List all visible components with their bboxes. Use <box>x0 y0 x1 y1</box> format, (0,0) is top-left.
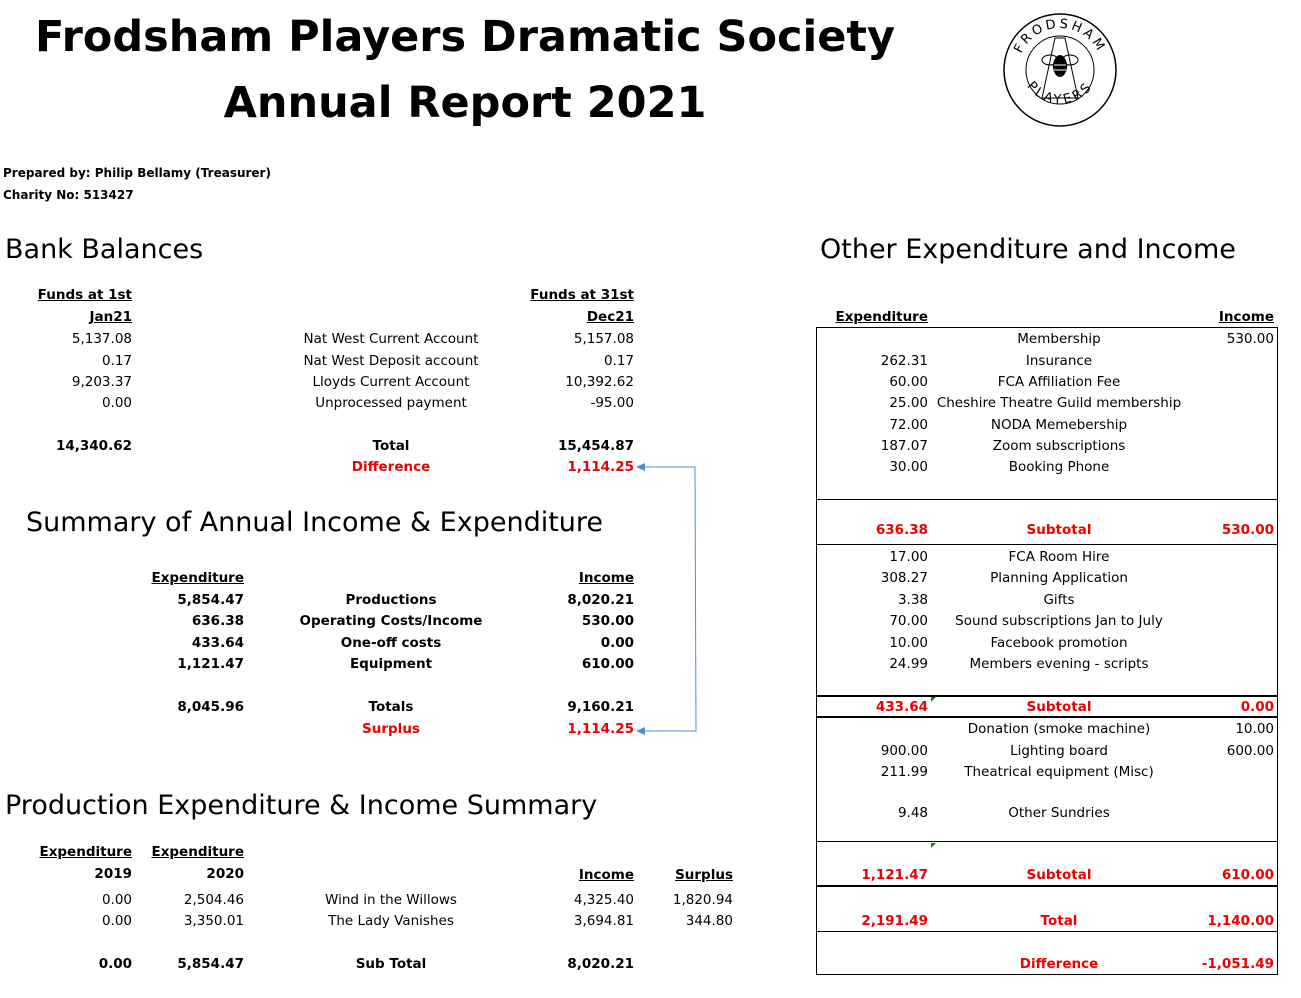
production-surplus: 1,820.94 <box>672 892 733 908</box>
other-exp-value: 70.00 <box>889 613 928 629</box>
bank-start-value: 0.17 <box>101 353 132 369</box>
summary-heading: Summary of Annual Income & Expenditure <box>26 507 604 538</box>
divider <box>816 716 1278 718</box>
other-subtotal3-exp: 1,121.47 <box>861 867 928 883</box>
other-exp-value: 60.00 <box>889 374 928 390</box>
production-subtotal-2019: 0.00 <box>98 956 132 972</box>
other-item-label: FCA Affiliation Fee <box>997 374 1121 390</box>
other-exp-value: 25.00 <box>889 395 928 411</box>
summary-row-label: One-off costs <box>340 635 442 651</box>
other-exp-value: 10.00 <box>889 635 928 651</box>
divider <box>816 931 1278 932</box>
other-exp-value: 17.00 <box>889 549 928 565</box>
divider <box>816 327 1278 328</box>
other-subtotal1-exp: 636.38 <box>875 522 928 538</box>
production-exp-header-2019: Expenditure <box>39 844 132 860</box>
other-total-label: Total <box>1040 913 1078 929</box>
other-subtotal3-label: Subtotal <box>1026 867 1092 883</box>
summary-inc-value: 8,020.21 <box>567 592 634 608</box>
production-surplus-header: Surplus <box>675 867 733 883</box>
charity-number: Charity No: 513427 <box>3 188 134 202</box>
bank-col1-header2: Jan21 <box>89 309 132 325</box>
other-subtotal1-label: Subtotal <box>1026 522 1092 538</box>
summary-exp-value: 5,854.47 <box>177 592 244 608</box>
other-inc-value: 10.00 <box>1235 721 1274 737</box>
other-item-label: Lighting board <box>1010 743 1108 759</box>
other-exp-value: 24.99 <box>889 656 928 672</box>
other-difference-value: -1,051.49 <box>1201 956 1274 972</box>
report-title-line2: Annual Report 2021 <box>223 78 707 128</box>
bank-total-label: Total <box>372 438 410 454</box>
other-item-label: Insurance <box>1025 353 1093 369</box>
bank-start-value: 5,137.08 <box>71 331 132 347</box>
summary-surplus-value: 1,114.25 <box>567 721 634 737</box>
bank-end-value: 5,157.08 <box>573 331 634 347</box>
other-item-label: NODA Memebership <box>990 417 1128 433</box>
other-exp-value: 262.31 <box>880 353 928 369</box>
bank-col1-header1: Funds at 1st <box>37 287 132 303</box>
other-inc-header: Income <box>1218 309 1274 325</box>
summary-inc-value: 0.00 <box>600 635 634 651</box>
other-exp-value: 30.00 <box>889 459 928 475</box>
other-subtotal2-inc: 0.00 <box>1240 699 1274 715</box>
other-item-label: Planning Application <box>990 570 1128 586</box>
production-2019-value: 0.00 <box>101 913 132 929</box>
bank-col3-header1: Funds at 31st <box>530 287 634 303</box>
production-name: The Lady Vanishes <box>328 913 454 929</box>
other-item-label: Facebook promotion <box>990 635 1128 651</box>
prepared-by: Prepared by: Philip Bellamy (Treasurer) <box>3 166 271 180</box>
other-item-label: Donation (smoke machine) <box>967 721 1151 737</box>
production-heading: Production Expenditure & Income Summary <box>5 790 598 821</box>
other-item-label: Sound subscriptions Jan to July <box>955 613 1163 629</box>
production-inc-header: Income <box>578 867 634 883</box>
production-year-2019: 2019 <box>94 866 132 882</box>
production-exp-header-2020: Expenditure <box>151 844 244 860</box>
summary-totals-exp: 8,045.96 <box>177 699 244 715</box>
divider <box>816 544 1278 545</box>
other-item-label: Zoom subscriptions <box>992 438 1126 454</box>
production-year-2020: 2020 <box>206 866 244 882</box>
other-subtotal3-inc: 610.00 <box>1221 867 1274 883</box>
other-heading: Other Expenditure and Income <box>820 234 1236 265</box>
bank-start-value: 9,203.37 <box>71 374 132 390</box>
production-subtotal-2020: 5,854.47 <box>177 956 244 972</box>
bank-end-value: 10,392.62 <box>565 374 634 390</box>
cell-comment-marker-icon <box>931 843 936 848</box>
production-subtotal-label: Sub Total <box>355 956 427 972</box>
other-exp-value: 72.00 <box>889 417 928 433</box>
summary-inc-header: Income <box>578 570 634 586</box>
summary-exp-header: Expenditure <box>151 570 244 586</box>
other-item-label: Membership <box>1017 331 1101 347</box>
summary-inc-value: 530.00 <box>581 613 634 629</box>
divider <box>816 841 1278 842</box>
summary-row-label: Operating Costs/Income <box>299 613 483 629</box>
summary-inc-value: 610.00 <box>581 656 634 672</box>
summary-row-label: Productions <box>345 592 437 608</box>
svg-text:PLAYERS: PLAYERS <box>1023 78 1097 108</box>
bank-account-name: Unprocessed payment <box>315 395 467 411</box>
bank-col3-header2: Dec21 <box>586 309 634 325</box>
other-item-label: Members evening - scripts <box>969 656 1149 672</box>
other-subtotal2-exp: 433.64 <box>875 699 928 715</box>
bank-total-start: 14,340.62 <box>55 438 132 454</box>
bank-difference-value: 1,114.25 <box>567 459 634 475</box>
production-2020-value: 2,504.46 <box>183 892 244 908</box>
other-exp-value: 9.48 <box>897 805 928 821</box>
other-inc-value: 530.00 <box>1226 331 1274 347</box>
other-item-label: FCA Room Hire <box>1008 549 1110 565</box>
summary-totals-label: Totals <box>368 699 414 715</box>
other-item-label: Gifts <box>1043 592 1075 608</box>
bank-account-name: Nat West Deposit account <box>303 353 479 369</box>
other-item-label: Theatrical equipment (Misc) <box>964 764 1154 780</box>
bank-end-value: 0.17 <box>603 353 634 369</box>
logo-icon <box>1000 10 1120 130</box>
bank-account-name: Nat West Current Account <box>303 331 479 347</box>
other-exp-value: 3.38 <box>897 592 928 608</box>
production-income: 3,694.81 <box>573 913 634 929</box>
production-2019-value: 0.00 <box>101 892 132 908</box>
other-item-label: Other Sundries <box>1008 805 1110 821</box>
other-item-label: Cheshire Theatre Guild membership <box>936 395 1182 411</box>
divider <box>816 695 1278 697</box>
summary-row-label: Equipment <box>349 656 433 672</box>
other-subtotal2-label: Subtotal <box>1026 699 1092 715</box>
other-total-exp: 2,191.49 <box>861 913 928 929</box>
other-item-label: Booking Phone <box>1008 459 1110 475</box>
bank-account-name: Lloyds Current Account <box>312 374 470 390</box>
divider <box>816 499 1278 500</box>
summary-exp-value: 1,121.47 <box>177 656 244 672</box>
production-2020-value: 3,350.01 <box>183 913 244 929</box>
other-total-inc: 1,140.00 <box>1207 913 1274 929</box>
svg-text:FRODSHAM: FRODSHAM <box>1011 16 1109 56</box>
bank-total-end: 15,454.87 <box>557 438 634 454</box>
summary-totals-inc: 9,160.21 <box>567 699 634 715</box>
report-title-line1: Frodsham Players Dramatic Society <box>34 12 896 62</box>
bank-difference-label: Difference <box>351 459 431 475</box>
divider <box>816 885 1278 887</box>
other-subtotal1-inc: 530.00 <box>1221 522 1274 538</box>
other-exp-header: Expenditure <box>835 309 928 325</box>
production-subtotal-income: 8,020.21 <box>567 956 634 972</box>
bank-start-value: 0.00 <box>101 395 132 411</box>
divider <box>816 974 1278 975</box>
summary-exp-value: 636.38 <box>191 613 244 629</box>
other-exp-value: 187.07 <box>880 438 928 454</box>
other-inc-value: 600.00 <box>1226 743 1274 759</box>
production-name: Wind in the Willows <box>325 892 457 908</box>
production-income: 4,325.40 <box>573 892 634 908</box>
other-exp-value: 900.00 <box>880 743 928 759</box>
other-exp-value: 308.27 <box>880 570 928 586</box>
other-difference-label: Difference <box>1019 956 1099 972</box>
production-surplus: 344.80 <box>685 913 733 929</box>
bank-end-value: -95.00 <box>590 395 634 411</box>
bank-balances-heading: Bank Balances <box>5 234 204 265</box>
society-logo <box>1000 10 1120 130</box>
summary-exp-value: 433.64 <box>191 635 244 651</box>
other-exp-value: 211.99 <box>880 764 928 780</box>
summary-surplus-label: Surplus <box>362 721 420 737</box>
reconciliation-arrow-icon <box>630 460 710 740</box>
